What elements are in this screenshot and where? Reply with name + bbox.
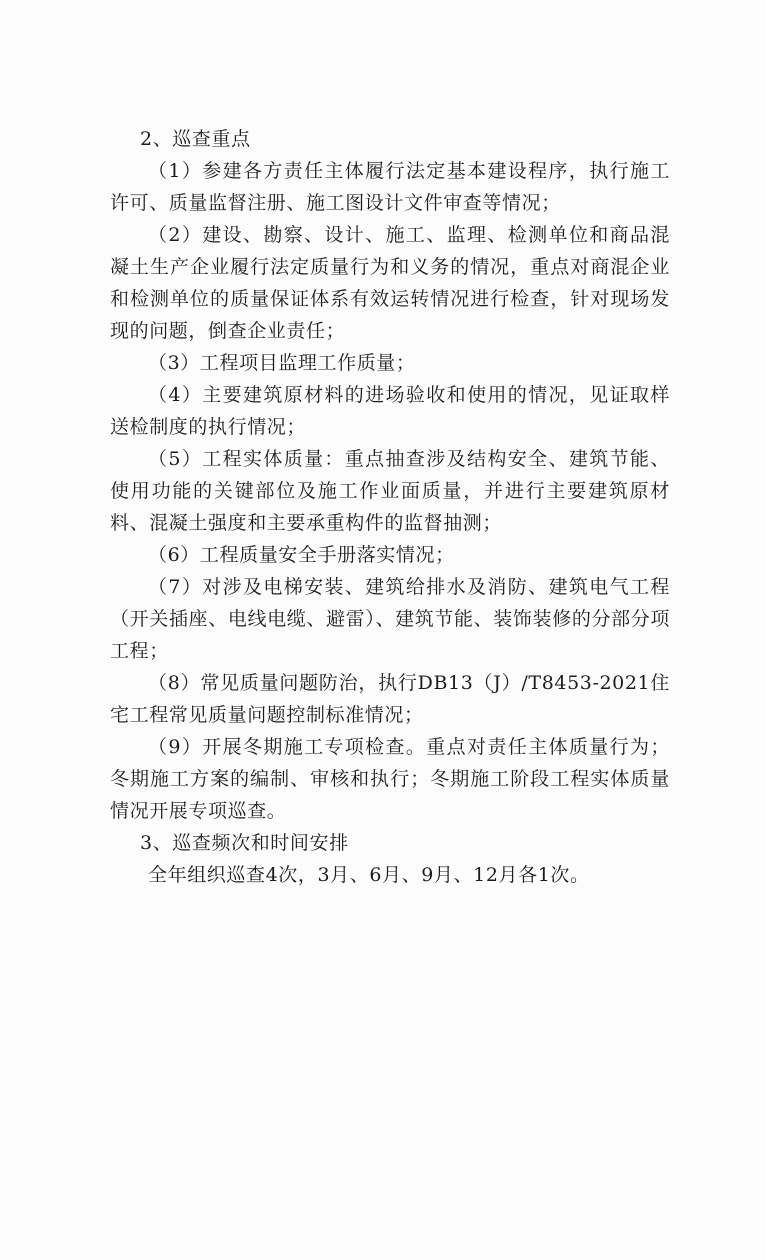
schedule-text: 全年组织巡查4次，3月、6月、9月、12月各1次。 [148, 864, 590, 886]
focus-item-6: （6）工程质量安全手册落实情况； [148, 544, 455, 566]
focus-item-8: （8）常见质量问题防治，执行DB13（J）/T8453-2021住宅工程常见质量问题控制标准情况； [110, 672, 670, 726]
focus-item-4: （4）主要建筑原材料的进场验收和使用的情况，见证取样送检制度的执行情况； [110, 384, 670, 438]
focus-item-7: （7）对涉及电梯安装、建筑给排水及消防、建筑电气工程（开关插座、电线电缆、避雷）、建筑节能、装饰装修的分部分项工程； [110, 576, 670, 662]
focus-item-9: （9）开展冬期施工专项检查。重点对责任主体质量行为；冬期施工方案的编制、审核和执行；冬期施工阶段工程实体质量情况开展专项巡查。 [110, 736, 670, 822]
section-heading-inspection-focus: 2、巡查重点 [140, 128, 251, 150]
section-heading-frequency-schedule: 3、巡查频次和时间安排 [140, 832, 349, 854]
document-body [110, 123, 670, 891]
focus-item-3: （3）工程项目监理工作质量； [148, 352, 416, 374]
focus-item-1: （1）参建各方责任主体履行法定基本建设程序，执行施工许可、质量监督注册、施工图设计文件审查等情况； [110, 160, 670, 214]
focus-item-5: （5）工程实体质量：重点抽查涉及结构安全、建筑节能、使用功能的关键部位及施工作业面质量，并进行主要建筑原材料、混凝土强度和主要承重构件的监督抽测； [110, 448, 670, 534]
focus-item-2: （2）建设、勘察、设计、施工、监理、检测单位和商品混凝土生产企业履行法定质量行为和义务的情况，重点对商混企业和检测单位的质量保证体系有效运转情况进行检查，针对现场发现的问题，倒查企业责任； [110, 224, 670, 342]
